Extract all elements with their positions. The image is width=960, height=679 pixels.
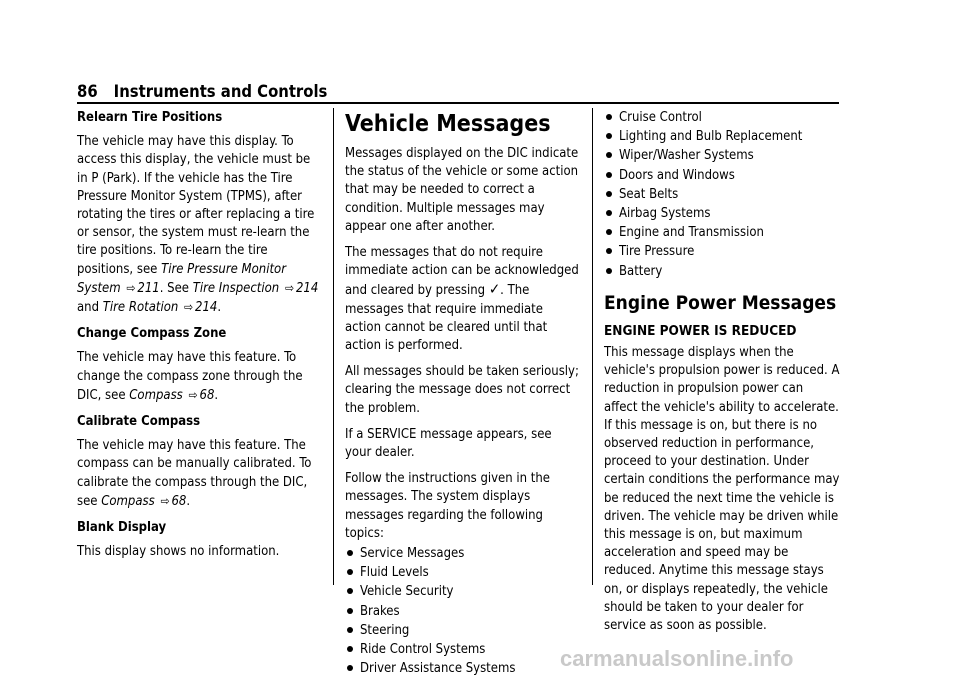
paragraph: This message displays when the vehicle's propulsion power is reduced. A reduction in propulsion power can affect the vehicle's ability to accelerate. If this message is on, but there is no observed reduction in performance, proceed to your destination. Under certain conditions the performance may be reduced the next time the vehicle is driven. The vehicle may be driven while this message is on, but maximum acceleration and speed may be reduced. Anytime this message stays on, or displays repeatedly, the vehicle should be taken to your dealer for service as soon as possible.: [604, 345, 840, 634]
paragraph: If a SERVICE message appears, see your dealer.: [345, 426, 552, 461]
list-item: [604, 186, 840, 204]
topic-list: [345, 545, 581, 678]
page-ref: 214: [195, 300, 218, 316]
list-item-label: Driver Assistance Systems: [360, 661, 516, 677]
bullet-icon: [347, 665, 353, 671]
column-right: [604, 109, 840, 643]
link-tire-inspection[interactable]: Tire Inspection: [192, 280, 280, 296]
list-item: [604, 147, 840, 165]
subheading: Change Compass Zone: [77, 326, 227, 342]
paragraph: The vehicle may have this display. To access this display, the vehicle must be in P (Park). If the vehicle has the Tire Pressure Monitor System (TPMS), after rotating the tires or after replacing a tire or sensor, the system must re-learn the tire positions. To re-learn the tire positions, see Tire Pressure Monitor System ⇨ 211. See Tire Inspection ⇨ 214 and Tire Rotation ⇨ 214.: [77, 134, 319, 316]
text: . The messages that require immediate action cannot be cleared until that action is performed.: [345, 283, 548, 354]
bullet-icon: [606, 248, 612, 254]
list-item-label: Vehicle Security: [360, 584, 454, 600]
text: and: [77, 300, 100, 316]
link-compass[interactable]: Compass: [129, 387, 183, 403]
bullet-icon: [606, 172, 612, 178]
bullet-icon: [606, 133, 612, 139]
text: The vehicle may have this feature. The compass can be manually calibrated. To calibrate the compass through the DIC, see: [77, 438, 312, 509]
page-ref: 68: [171, 493, 187, 509]
bullet-icon: [606, 229, 612, 235]
list-item: [345, 622, 581, 640]
link-tire-rotation[interactable]: Tire Rotation: [102, 300, 179, 316]
list-item-label: Brakes: [360, 603, 400, 619]
list-item-label: Tire Pressure: [619, 244, 695, 260]
page-ref-icon: ⇨: [188, 387, 198, 402]
bullet-icon: [347, 588, 353, 594]
page-ref: 214: [295, 280, 319, 296]
subheading: Calibrate Compass: [77, 414, 201, 430]
page-ref: 68: [199, 387, 215, 403]
paragraph: The vehicle may have this feature. The compass can be manually calibrated. To calibrate the compass through the DIC, see Compass ⇨ 68.: [77, 438, 312, 509]
list-item: [345, 660, 581, 678]
topic-list: [604, 109, 840, 281]
paragraph: All messages should be taken seriously; clearing the message does not correct the problem.: [345, 364, 579, 416]
column-middle: [345, 109, 581, 679]
bullet-icon: [347, 608, 353, 614]
list-item: [604, 128, 840, 146]
list-item-label: Lighting and Bulb Replacement: [619, 129, 803, 145]
bullet-icon: [606, 152, 612, 158]
bullet-icon: [606, 191, 612, 197]
list-item: [345, 641, 581, 659]
bullet-icon: [347, 646, 353, 652]
list-item-label: Airbag Systems: [619, 206, 711, 222]
list-item-label: Wiper/Washer Systems: [619, 148, 754, 164]
list-item: [604, 167, 840, 185]
list-item-label: Steering: [360, 622, 410, 638]
list-item: [604, 224, 840, 242]
column-divider: [333, 108, 334, 585]
watermark: carmanualsonline.info: [560, 646, 794, 671]
page-ref: 211: [137, 280, 160, 296]
list-item: [345, 603, 581, 621]
list-item-label: Seat Belts: [619, 186, 679, 202]
subheading: Blank Display: [77, 520, 167, 536]
list-item-label: Cruise Control: [619, 110, 702, 125]
text: The vehicle may have this display. To access this display, the vehicle must be in P (Park). If the vehicle has the Tire Pressure Monitor System (TPMS), after rotating the tires or after replacing a tire or sensor, the system must re-learn the tire positions. To re-learn the tire positions, see: [77, 134, 315, 277]
column-left: [77, 109, 322, 569]
text: The vehicle may have this feature. To change the compass zone through the DIC, see: [77, 350, 303, 403]
list-item: [604, 243, 840, 261]
list-item-label: Ride Control Systems: [360, 642, 486, 658]
bullet-icon: [347, 569, 353, 575]
bullet-icon: [606, 114, 612, 120]
list-item: [604, 205, 840, 223]
bullet-icon: [347, 550, 353, 556]
paragraph: [345, 244, 581, 355]
page-ref-icon: ⇨: [284, 280, 294, 295]
list-item-label: Fluid Levels: [360, 565, 429, 581]
link-tpms[interactable]: Tire Pressure Monitor System: [77, 261, 286, 296]
section-title: Instruments and Controls: [113, 82, 328, 101]
header-rule: [77, 102, 839, 104]
text: . See: [159, 280, 189, 296]
page-ref-icon: ⇨: [126, 280, 136, 295]
paragraph: The vehicle may have this feature. To change the compass zone through the DIC, see Compass ⇨ 68.: [77, 350, 303, 403]
text: The messages that do not require immediate action can be acknowledged and cleared by pressing: [345, 245, 579, 299]
page-header: [77, 82, 327, 101]
list-item: [345, 583, 581, 601]
message-heading: ENGINE POWER IS REDUCED: [604, 322, 797, 339]
link-compass[interactable]: Compass: [101, 493, 155, 509]
section-heading: Engine Power Messages: [604, 291, 837, 314]
list-item-label: Doors and Windows: [619, 167, 735, 183]
list-item: [345, 545, 581, 563]
paragraph: Follow the instructions given in the messages. The system displays messages regarding the following topics:: [345, 471, 550, 541]
checkmark-icon: ✓: [488, 280, 501, 299]
list-item: [604, 109, 840, 127]
column-divider: [592, 108, 593, 585]
page-number: 86: [77, 82, 98, 101]
bullet-icon: [606, 268, 612, 274]
list-item-label: Engine and Transmission: [619, 225, 764, 241]
page-ref-icon: ⇨: [184, 300, 194, 315]
bullet-icon: [606, 210, 612, 216]
paragraph: This display shows no information.: [77, 544, 280, 560]
list-item: [345, 564, 581, 582]
list-item-label: Service Messages: [360, 546, 465, 562]
page-ref-icon: ⇨: [160, 493, 170, 508]
list-item-label: Battery: [619, 263, 663, 279]
list-item: [604, 263, 840, 281]
subheading: Relearn Tire Positions: [77, 110, 223, 125]
bullet-icon: [347, 627, 353, 633]
paragraph: Messages displayed on the DIC indicate the status of the vehicle or some action that may be needed to correct a condition. Multiple messages may appear one after another.: [345, 146, 579, 234]
section-heading: Vehicle Messages: [345, 111, 551, 137]
